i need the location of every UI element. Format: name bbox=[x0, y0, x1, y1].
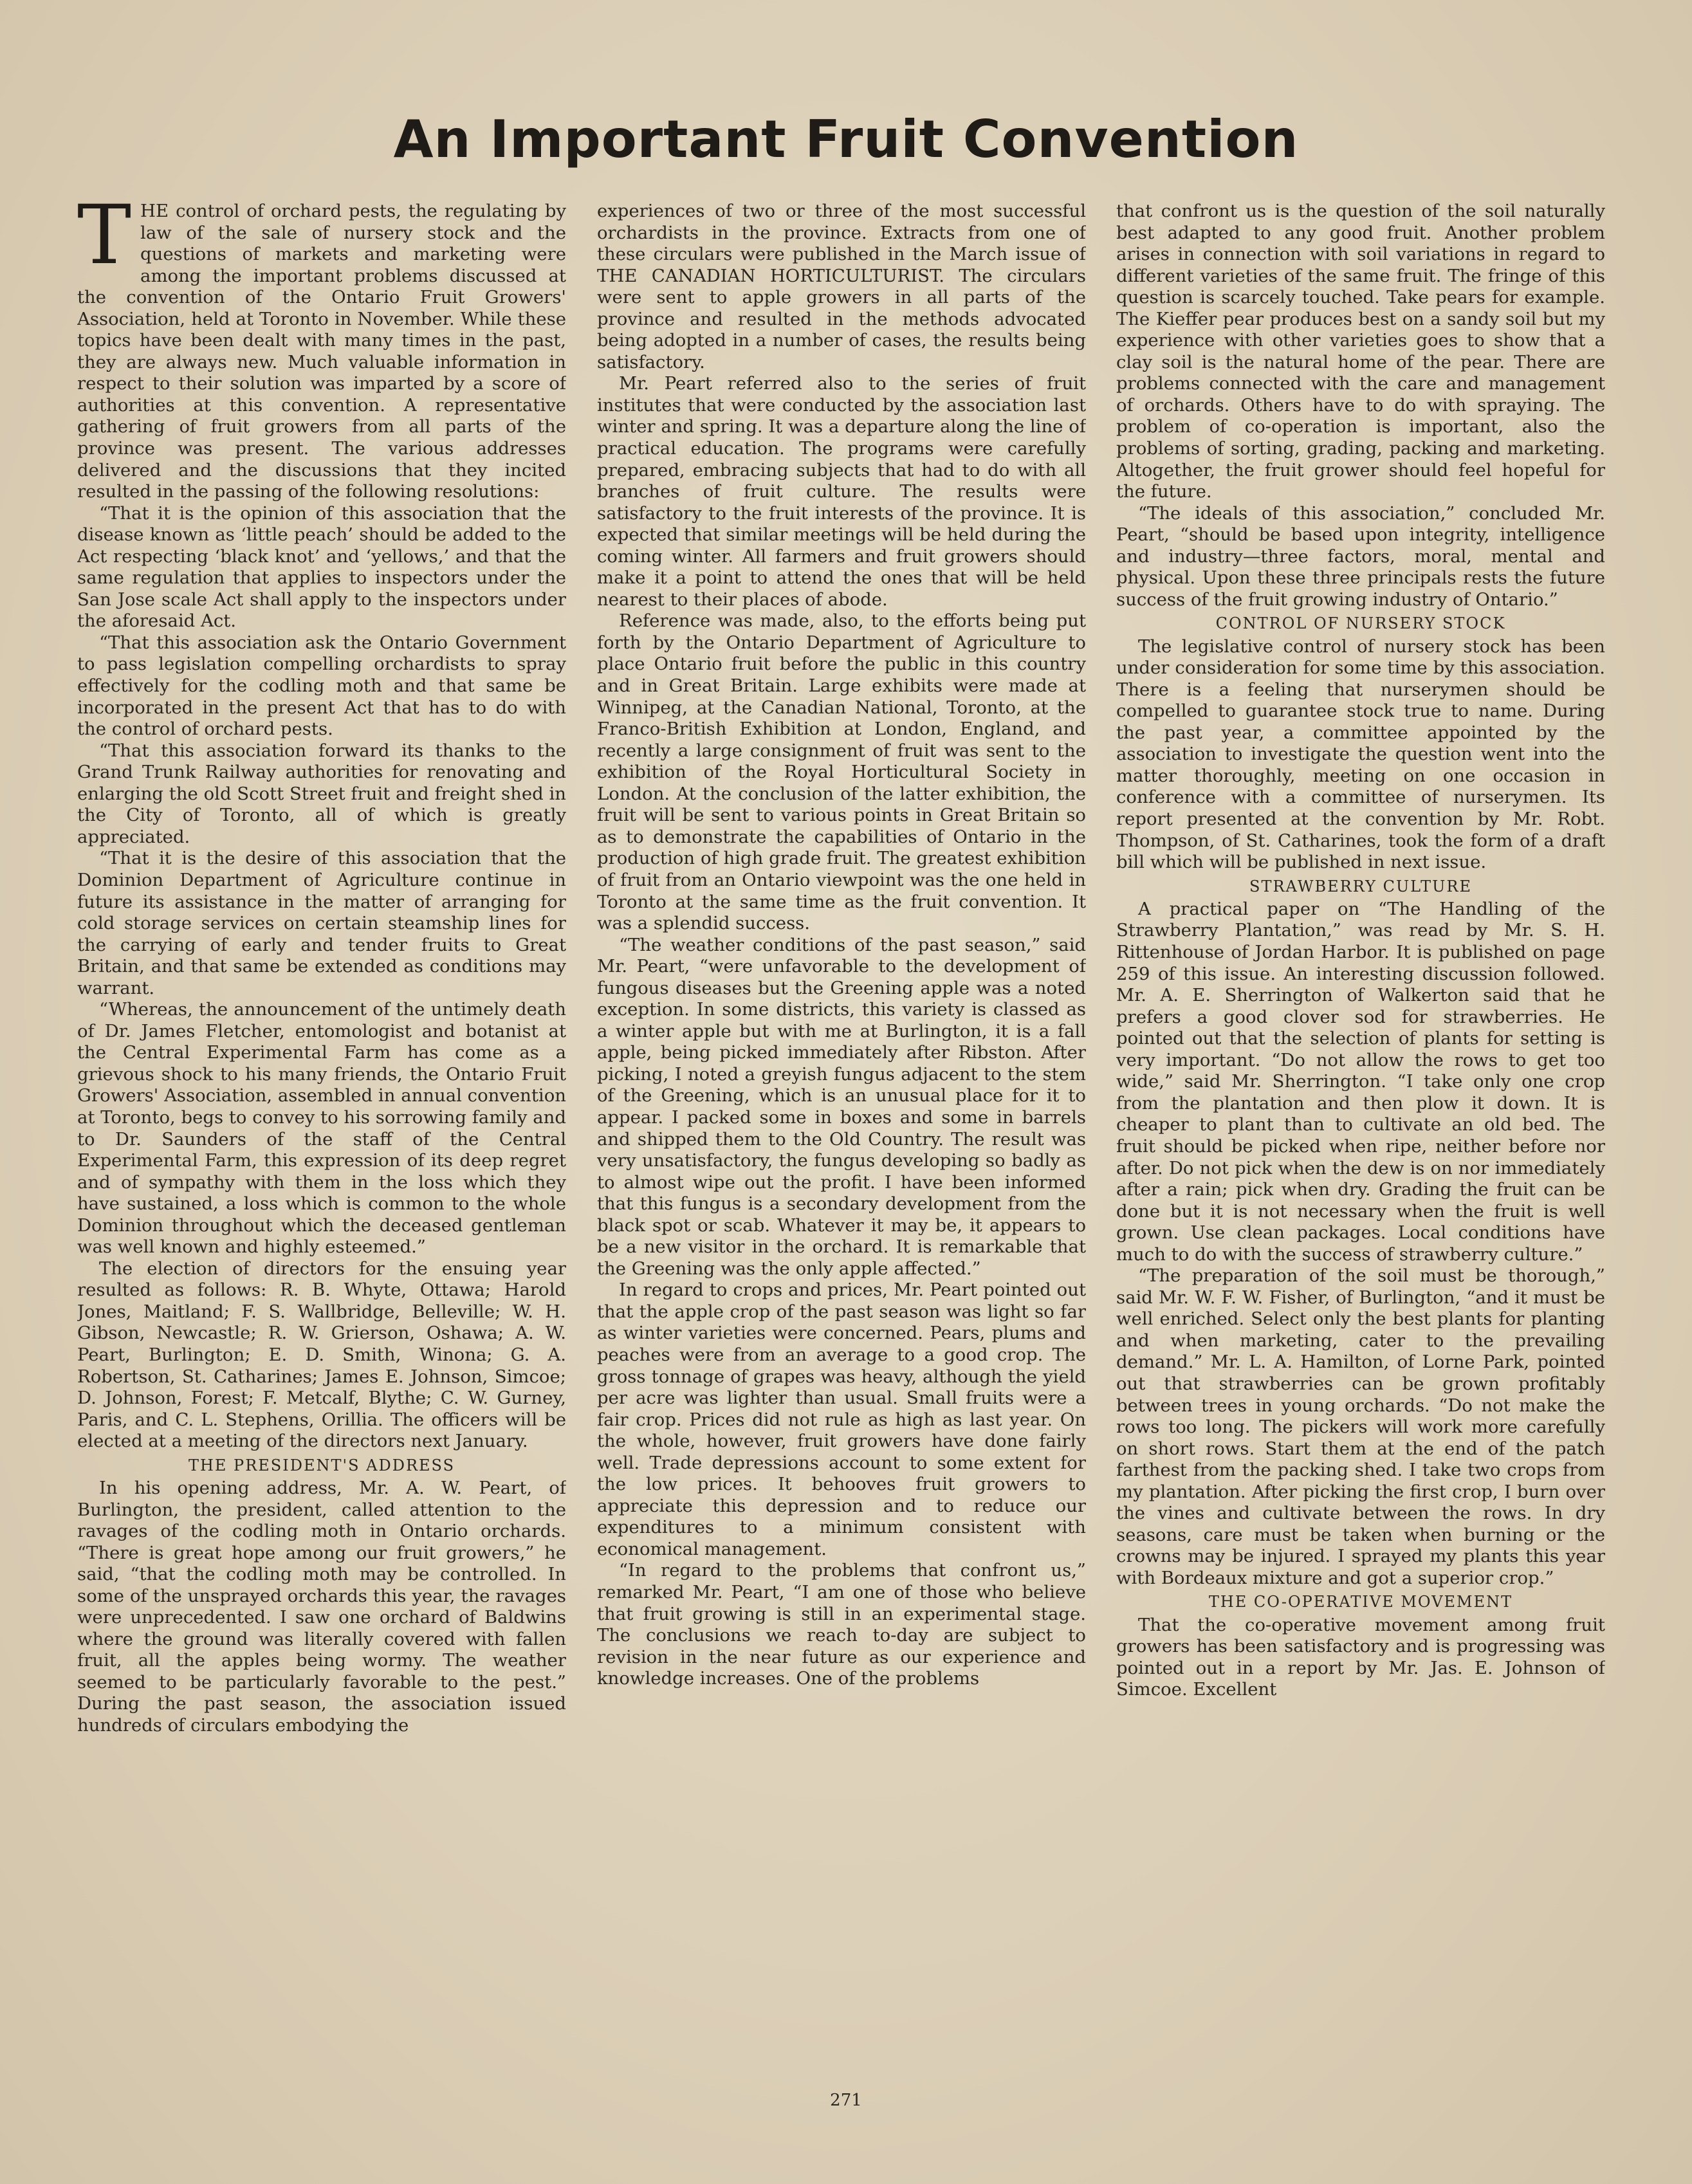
paragraph: Reference was made, also, to the efforts being put forth by the Ontario Department of Agriculture to place Ontario fruit before the public in this country and in Great Britain. Large exhibits were made at Winnipeg, at the Canadian National, Toronto, at the Franco-British Exhibition at London, England, and recently a large consignment of fruit was sent to the exhibition of the Royal Horticultural Society in London. At the conclusion of the latter exhibition, the fruit will be sent to various points in Great Britain so as to demonstrate the capabilities of Ontario in the production of high grade fruit. The greatest exhibition of fruit from an Ontario viewpoint was the one held in Toronto at the same time as the fruit convention. It was a splendid success. bbox=[597, 610, 1086, 934]
paragraph: “The ideals of this association,” concluded Mr. Peart, “should be based upon integrity, intelligence and industry—three factors, moral, mental and physical. Upon these three principals rests the future success of the fruit growing industry of Ontario.” bbox=[1116, 502, 1605, 610]
page-number: 271 bbox=[830, 2091, 862, 2110]
section-heading: THE PRESIDENT'S ADDRESS bbox=[188, 1456, 455, 1474]
paragraph: A practical paper on “The Handling of the Strawberry Plantation,” was read by Mr. S. H. Rittenhouse of Jordan Harbor. It is published on page 259 of this issue. An interesting discussion followed. Mr. A. E. Sherrington of Walkerton said that he prefers a good clover sod for strawberries. He pointed out that the selection of plants for setting is very important. “Do not allow the rows to get too wide,” said Mr. Sherrington. “I take only one crop from the plantation and then plow it down. It is cheaper to plant than to cultivate an old bed. The fruit should be picked when ripe, neither before nor after. Do not pick when the dew is on nor immediately after a rain; pick when dry. Grading the fruit can be done but it is not necessary when the fruit is well grown. Use clean packages. Local conditions have much to do with the success of strawberry culture.” bbox=[1116, 898, 1605, 1265]
drop-cap: T bbox=[77, 201, 132, 282]
paragraph: Mr. Peart referred also to the series of fruit institutes that were conducted by the association last winter and spring. It was a departure along the line of practical education. The programs were carefully prepared, embracing subjects that had to do with all branches of fruit culture. The results were satisfactory to the fruit interests of the province. It is expected that similar meetings will be held during the coming winter. All farmers and fruit growers should make it a point to attend the ones that will be held nearest to their places of abode. bbox=[597, 373, 1086, 610]
paragraph: experiences of two or three of the most successful orchardists in the province. Extracts from one of these circulars were published in the March issue of THE CANADIAN HORTICULTURIST. The circulars were sent to apple growers in all parts of the province and resulted in the methods advocated being adopted in a number of cases, the results being satisfactory. bbox=[597, 201, 1086, 372]
paragraph: “That this association ask the Ontario Government to pass legislation compelling orchardists to spray effectively for the codling moth and that same be incorporated in the present Act that has to do with the control of orchard pests. bbox=[77, 632, 566, 740]
paragraph: In regard to crops and prices, Mr. Peart pointed out that the apple crop of the past season was light so far as winter varieties were concerned. Pears, plums and peaches were from an average to a good crop. The gross tonnage of grapes was heavy, although the yield per acre was lighter than usual. Small fruits were a fair crop. Prices did not rule as high as last year. On the whole, however, fruit growers have done fairly well. Trade depressions account to some extent for the low prices. It behooves fruit growers to appreciate this depression and to reduce our expenditures to a minimum consistent with economical management. bbox=[597, 1280, 1086, 1559]
section-heading: THE CO-OPERATIVE MOVEMENT bbox=[1208, 1593, 1513, 1611]
paragraph-text: HE control of orchard pests, the regulating by law of the sale of nursery stock and the questions of markets and marketing were among the important problems discussed at the convention of the Ontario Fruit Growers' Association, held at Toronto in November. While these topics have been dealt with many times in the past, they are always new. Much valuable information in respect to their solution was imparted by a score of authorities at this convention. A representative gathering of fruit growers from all parts of the province was present. The various addresses delivered and the discussions that they incited resulted in the passing of the following resolutions: bbox=[77, 201, 566, 502]
paragraph: “The preparation of the soil must be thorough,” said Mr. W. F. W. Fisher, of Burlington, “and it must be well enriched. Select only the best plants for planting and when marketing, cater to the prevailing demand.” Mr. L. A. Hamilton, of Lorne Park, pointed out that strawberries can be grown profitably between trees in young orchards. “Do not make the rows too long. The pickers will work more carefully on short rows. Start them at the end of the patch farthest from the packing shed. I take two crops from my plantation. After picking the first crop, I burn over the vines and cultivate between the rows. In dry seasons, care must be taken when burning or the crowns may be injured. I sprayed my plants this year with Bordeaux mixture and got a superior crop.” bbox=[1116, 1265, 1605, 1588]
paragraph: That the co-operative movement among fruit growers has been satisfactory and is progressing was pointed out in a report by Mr. Jas. E. Johnson of Simcoe. Excellent bbox=[1116, 1614, 1605, 1700]
article-title: An Important Fruit Convention bbox=[393, 109, 1299, 169]
paragraph: “That this association forward its thanks to the Grand Trunk Railway authorities for renovating and enlarging the old Scott Street fruit and freight shed in the City of Toronto, all of which is greatly appreciated. bbox=[77, 740, 566, 847]
section-heading: STRAWBERRY CULTURE bbox=[1249, 877, 1472, 895]
column-2 bbox=[597, 201, 1086, 2086]
paragraph bbox=[77, 201, 566, 503]
paragraph: “That it is the opinion of this association that the disease known as ‘little peach’ should be added to the Act respecting ‘black knot’ and ‘yellows,’ and that the same regulation that applies to inspectors under the San Jose scale Act shall apply to the inspectors under the aforesaid Act. bbox=[77, 502, 566, 632]
paragraph: In his opening address, Mr. A. W. Peart, of Burlington, the president, called attention to the ravages of the codling moth in Ontario orchards. “There is great hope among our fruit growers,” he said, “that the codling moth may be controlled. In some of the unsprayed orchards this year, the ravages were unprecedented. I saw one orchard of Baldwins where the ground was literally covered with fallen fruit, all the apples being wormy. The weather seemed to be particularly favorable to the pest.” During the past season, the association issued hundreds of circulars embodying the bbox=[77, 1477, 566, 1736]
paragraph: The election of directors for the ensuing year resulted as follows: R. B. Whyte, Ottawa; Harold Jones, Maitland; F. S. Wallbridge, Belleville; W. H. Gibson, Newcastle; R. W. Grierson, Oshawa; A. W. Peart, Burlington; E. D. Smith, Winona; G. A. Robertson, St. Catharines; James E. Johnson, Simcoe; D. Johnson, Forest; F. Metcalf, Blythe; C. W. Gurney, Paris, and C. L. Stephens, Orillia. The officers will be elected at a meeting of the directors next January. bbox=[77, 1258, 566, 1452]
paragraph: The legislative control of nursery stock has been under consideration for some time by this association. There is a feeling that nurserymen should be compelled to guarantee stock true to name. During the past year, a committee appointed by the association to investigate the question went into the matter thoroughly, meeting on one occasion in conference with a committee of nurserymen. Its report presented at the convention by Mr. Robt. Thompson, of St. Catharines, took the form of a draft bill which will be published in next issue. bbox=[1116, 636, 1605, 873]
column-1 bbox=[77, 201, 566, 2086]
paragraph: that confront us is the question of the soil naturally best adapted to any good fruit. Another problem arises in connection with soil variations in regard to different varieties of the same fruit. The fringe of this question is scarcely touched. Take pears for example. The Kieffer pear produces best on a sandy soil but my experience with other varieties goes to show that a clay soil is the natural home of the pear. There are problems connected with the care and management of orchards. Others have to do with spraying. The problem of co-operation is important, also the problems of sorting, grading, packing and marketing. Altogether, the fruit grower should feel hopeful for the future. bbox=[1116, 201, 1605, 502]
section-heading: CONTROL OF NURSERY STOCK bbox=[1215, 614, 1506, 633]
paragraph: “In regard to the problems that confront us,” remarked Mr. Peart, “I am one of those who believe that fruit growing is still in an experimental stage. The conclusions we reach to-day are subject to revision in the near future as our experience and knowledge increases. One of the problems bbox=[597, 1560, 1086, 1689]
paragraph: “That it is the desire of this association that the Dominion Department of Agriculture continue in future its assistance in the matter of arranging for cold storage services on certain steamship lines for the carrying of early and tender fruits to Great Britain, and that same be extended as conditions may warrant. bbox=[77, 848, 566, 998]
column-3 bbox=[1116, 201, 1605, 2086]
paragraph: “The weather conditions of the past season,” said Mr. Peart, “were unfavorable to the development of fungous diseases but the Greening apple was a noted exception. In some districts, this variety is classed as a winter apple but with me at Burlington, it is a fall apple, being picked immediately after Ribston. After picking, I noted a greyish fungus adjacent to the stem of the Greening, which is an unusual place for it to appear. I packed some in boxes and some in barrels and shipped them to the Old Country. The result was very unsatisfactory, the fungus developing so badly as to almost wipe out the profit. I have been informed that this fungus is a secondary development from the black spot or scab. Whatever it may be, it appears to be a new visitor in the orchard. It is remarkable that the Greening was the only apple affected.” bbox=[597, 934, 1086, 1279]
paragraph: “Whereas, the announcement of the untimely death of Dr. James Fletcher, entomologist and botanist at the Central Experimental Farm has come as a grievous shock to his many friends, the Ontario Fruit Growers' Association, assembled in annual convention at Toronto, begs to convey to his sorrowing family and to Dr. Saunders of the staff of the Central Experimental Farm, this expression of its deep regret and of sympathy with them in the loss which they have sustained, a loss which is common to the whole Dominion throughout which the deceased gentleman was well known and highly esteemed.” bbox=[77, 999, 566, 1258]
